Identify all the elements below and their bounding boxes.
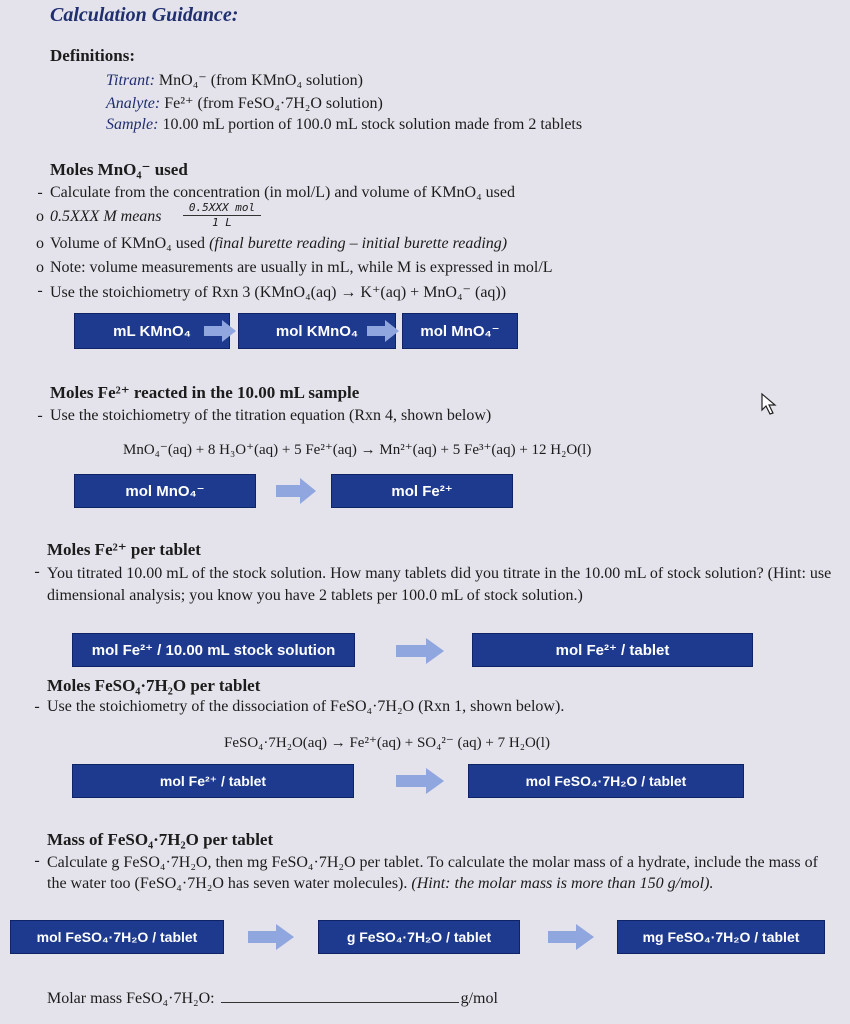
circle-bullet: o xyxy=(36,235,44,252)
section5-hint: (Hint: the molar mass is more than 150 g/mol). xyxy=(411,875,714,892)
section3-heading: Moles Fe²⁺ per tablet xyxy=(47,540,201,559)
titrant-label: Titrant: xyxy=(106,72,155,89)
mouse-cursor-icon xyxy=(760,392,782,416)
circle-bullet: o xyxy=(36,259,44,276)
section1-line5: Use the stoichiometry of Rxn 3 (KMnO₄(aq) → K⁺(aq) + MnO₄⁻ (aq)) xyxy=(50,284,507,301)
sample-definition xyxy=(106,116,582,134)
molar-mass-unit: g/mol xyxy=(460,990,498,1007)
analyte-definition xyxy=(106,93,383,113)
dissociation-equation: FeSO₄·7H₂O(aq) → Fe²⁺(aq) + SO₄²⁻ (aq) + 7 H₂O(l) xyxy=(224,735,550,751)
section5-line1 xyxy=(47,852,832,894)
definitions-heading: Definitions: xyxy=(50,46,135,65)
section2-line1: Use the stoichiometry of the titration equation (Rxn 4, shown below) xyxy=(50,407,492,424)
sample-label: Sample: xyxy=(106,116,159,133)
section1-line3-italic: (final burette reading – initial burette reading) xyxy=(209,235,508,252)
dash-bullet: - xyxy=(34,698,40,715)
section1-line3 xyxy=(50,235,507,253)
box-ml-kmno4: mL KMnO₄ xyxy=(74,313,230,349)
section5-line1-text: Calculate g FeSO₄·7H₂O, then mg FeSO₄·7H₂O per tablet. To calculate the molar mass of a hydrate, include the mass of the water too (FeSO₄·7H₂O has seven water molecules). xyxy=(47,854,818,892)
dash-bullet: - xyxy=(34,852,40,869)
box-mol-fe2-per-tablet: mol Fe²⁺ / tablet xyxy=(72,764,354,798)
right-arrow-icon xyxy=(248,924,294,950)
sample-value: 10.00 mL portion of 100.0 mL stock solution made from 2 tablets xyxy=(162,116,583,133)
section3-line1: You titrated 10.00 mL of the stock solution. How many tablets did you titrate in the 10.00 mL of stock solution? (Hint: use dimensional analysis; you know you have 2 tablets per 100.0 mL of stock solution.) xyxy=(47,565,832,604)
dash-bullet: - xyxy=(37,184,43,201)
molar-mass-blank[interactable] xyxy=(221,988,459,1003)
box-mol-fe2-per-tablet: mol Fe²⁺ / tablet xyxy=(472,633,753,667)
molar-mass-line xyxy=(47,988,498,1008)
titrant-definition xyxy=(106,70,363,90)
analyte-value: Fe²⁺ (from FeSO₄·7H₂O solution) xyxy=(164,95,383,112)
right-arrow-icon xyxy=(276,478,316,504)
box-mol-feso4-per-tablet: mol FeSO₄·7H₂O / tablet xyxy=(10,920,224,954)
analyte-label: Analyte: xyxy=(106,95,161,112)
dash-bullet: - xyxy=(37,282,43,299)
box-mg-feso4-per-tablet: mg FeSO₄·7H₂O / tablet xyxy=(617,920,825,954)
right-arrow-icon xyxy=(396,768,444,794)
dash-bullet: - xyxy=(34,563,40,580)
box-mol-kmno4: mol KMnO₄ xyxy=(238,313,396,349)
section1-line3-text: Volume of KMnO₄ used xyxy=(50,235,210,252)
section4-line1: Use the stoichiometry of the dissociation of FeSO₄·7H₂O (Rxn 1, shown below). xyxy=(47,698,565,715)
right-arrow-icon xyxy=(367,320,399,342)
section5-heading: Mass of FeSO₄·7H₂O per tablet xyxy=(47,830,274,849)
fraction-numerator: 0.5XXX mol xyxy=(183,201,261,216)
section1-line1: Calculate from the concentration (in mol/L) and volume of KMnO₄ used xyxy=(50,184,516,201)
titrant-value: MnO₄⁻ (from KMnO₄ solution) xyxy=(158,72,363,89)
page-title: Calculation Guidance: xyxy=(50,4,239,26)
fraction-denominator: 1 L xyxy=(212,216,232,229)
box-g-feso4-per-tablet: g FeSO₄·7H₂O / tablet xyxy=(318,920,520,954)
box-mol-mno4: mol MnO₄⁻ xyxy=(402,313,518,349)
section4-heading: Moles FeSO₄·7H₂O per tablet xyxy=(47,676,261,695)
section1-heading: Moles MnO₄⁻ used xyxy=(50,160,188,179)
section1-line2: 0.5XXX M means xyxy=(50,208,162,225)
section1-line4: Note: volume measurements are usually in mL, while M is expressed in mol/L xyxy=(50,259,553,276)
section2-heading: Moles Fe²⁺ reacted in the 10.00 mL sample xyxy=(50,383,360,402)
circle-bullet: o xyxy=(36,208,44,225)
right-arrow-icon xyxy=(396,638,444,664)
molar-mass-label: Molar mass FeSO₄·7H₂O: xyxy=(47,990,215,1007)
molarity-fraction xyxy=(183,201,261,229)
box-mol-fe2: mol Fe²⁺ xyxy=(331,474,513,508)
box-mol-fe2-per-stock: mol Fe²⁺ / 10.00 mL stock solution xyxy=(72,633,355,667)
box-mol-feso4-per-tablet: mol FeSO₄·7H₂O / tablet xyxy=(468,764,744,798)
right-arrow-icon xyxy=(548,924,594,950)
dash-bullet: - xyxy=(37,407,43,424)
right-arrow-icon xyxy=(204,320,236,342)
titration-equation: MnO₄⁻(aq) + 8 H₃O⁺(aq) + 5 Fe²⁺(aq) → Mn²⁺(aq) + 5 Fe³⁺(aq) + 12 H₂O(l) xyxy=(123,442,592,458)
box-mol-mno4: mol MnO₄⁻ xyxy=(74,474,256,508)
